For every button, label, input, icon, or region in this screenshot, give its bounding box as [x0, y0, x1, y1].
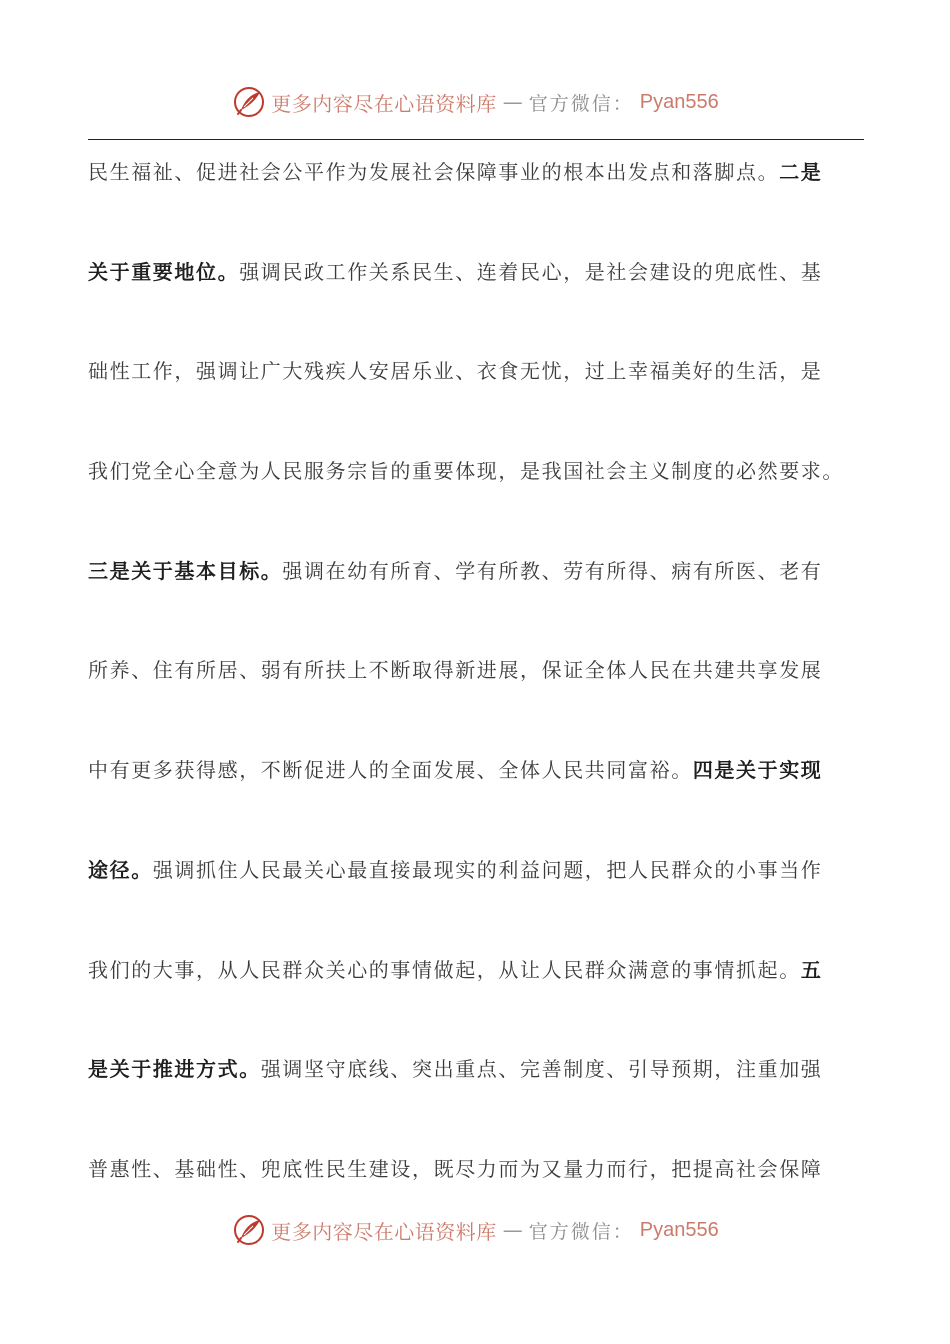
- text-segment: 强调坚守底线、突出重点、完善制度、引导预期，注重加强: [260, 1057, 823, 1082]
- bold-text-segment: 四是关于实现: [692, 758, 823, 783]
- text-line: [88, 545, 864, 645]
- footer-brand-text: 更多内容尽在心语资料库: [271, 1219, 497, 1244]
- text-segment: 我们的大事，从人民群众关心的事情做起，从让人民群众满意的事情抓起。: [88, 957, 801, 982]
- text-segment: 强调在幼有所育、学有所教、劳有所得、病有所医、老有: [282, 558, 823, 583]
- document-body: [88, 146, 864, 1243]
- page-footer: [88, 1210, 864, 1250]
- text-line: [88, 146, 864, 246]
- footer-brand-dash: —: [502, 1218, 523, 1242]
- text-segment: 中有更多获得感，不断促进人的全面发展、全体人民共同富裕。: [88, 758, 693, 783]
- header-brand: [233, 86, 718, 118]
- text-line: [88, 246, 864, 346]
- text-segment: 强调抓住人民最关心最直接最现实的利益问题，把人民群众的小事当作: [152, 857, 823, 882]
- text-line: [88, 1043, 864, 1143]
- text-line: [88, 744, 864, 844]
- text-segment: 强调民政工作关系民生、连着民心，是社会建设的兜底性、基: [239, 259, 823, 284]
- text-line: [88, 844, 864, 944]
- text-line: [88, 644, 864, 744]
- header-divider: [88, 139, 864, 140]
- bold-text-segment: 三是关于基本目标。: [88, 558, 283, 583]
- text-segment: 础性工作，强调让广大残疾人安居乐业、衣食无忧，过上幸福美好的生活，是: [88, 359, 823, 384]
- quill-logo-icon: [233, 86, 265, 118]
- text-segment: 我们党全心全意为人民服务宗旨的重要体现，是我国社会主义制度的必然要求。: [88, 459, 844, 484]
- footer-wechat-label: 官方微信：: [528, 1220, 634, 1243]
- bold-text-segment: 关于重要地位。: [88, 259, 240, 284]
- page-header: [88, 82, 864, 122]
- header-brand-text: 更多内容尽在心语资料库: [271, 91, 497, 116]
- bold-text-segment: 五: [800, 957, 823, 982]
- text-line: [88, 445, 864, 545]
- header-wechat-id: Pyan556: [639, 90, 719, 113]
- bold-text-segment: 途径。: [88, 857, 153, 882]
- footer-brand: [233, 1214, 718, 1246]
- text-line: [88, 345, 864, 445]
- footer-wechat-id: Pyan556: [639, 1218, 719, 1241]
- quill-logo-icon: [233, 1214, 265, 1246]
- header-brand-dash: —: [502, 90, 523, 114]
- bold-text-segment: 二是: [779, 160, 823, 184]
- header-wechat-label: 官方微信：: [528, 92, 634, 115]
- text-segment: 普惠性、基础性、兜底性民生建设，既尽力而为又量力而行，把提高社会保障: [88, 1156, 823, 1181]
- bold-text-segment: 是关于推进方式。: [88, 1057, 261, 1082]
- text-segment: 所养、住有所居、弱有所扶上不断取得新进展，保证全体人民在共建共享发展: [88, 658, 823, 683]
- text-segment: 民生福祉、促进社会公平作为发展社会保障事业的根本出发点和落脚点。: [88, 160, 780, 184]
- text-line: [88, 944, 864, 1044]
